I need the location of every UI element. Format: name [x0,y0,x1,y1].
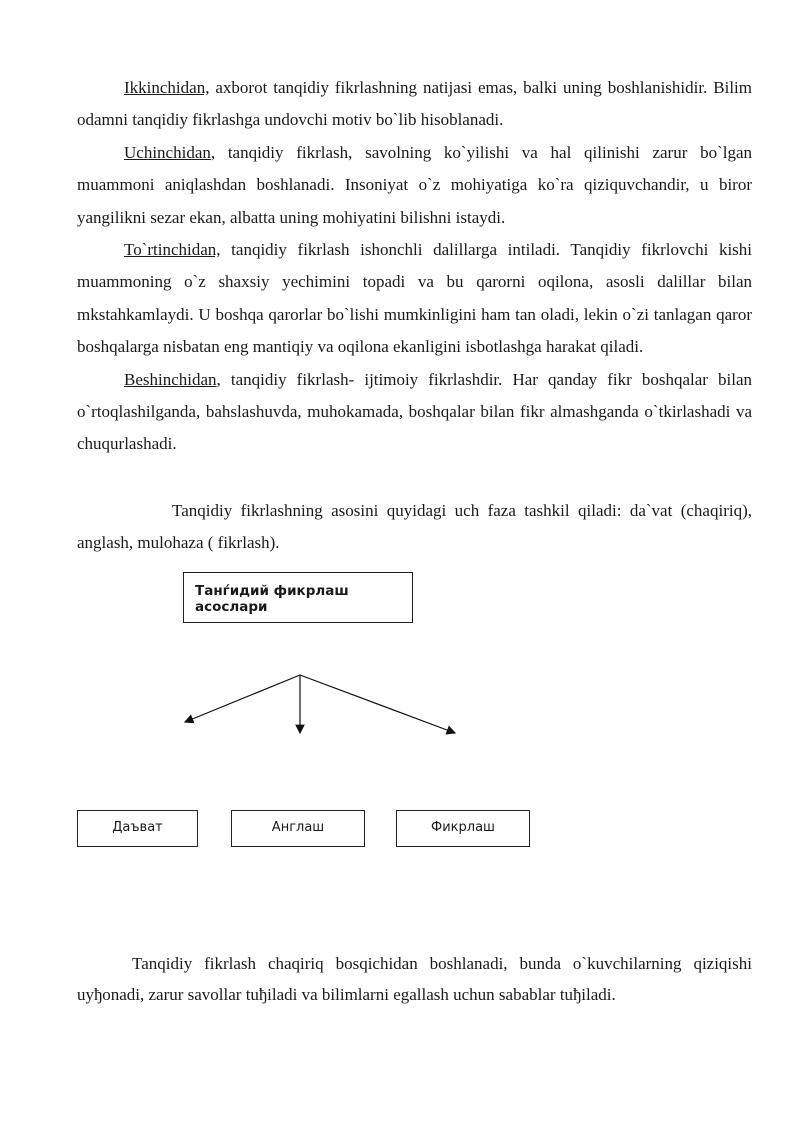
paragraph-lead: Ikkinchidan, [124,78,210,97]
diagram-leaf-reflection: Фикрлаш [396,810,530,847]
paragraph-fourth [77,234,752,364]
paragraph-text: axborot tanqidiy fikrlashning natijasi emas, balki uning boshlanishidir. Bilim odamni tanqidiy fikrlashga undovchi motiv bo`lib hisoblanadi. [77,78,752,130]
paragraph-lead: Beshinchidan [124,369,217,389]
arrow-to-first [185,675,300,722]
intro-paragraph: Tanqidiy fikrlashning asosini quyidagi uch faza tashkil qiladi: da`vat (chaqiriq), anglash, mulohaza ( fikrlash). [77,500,752,553]
closing-paragraph: Tanqidiy fikrlash chaqiriq bosqichidan boshlanadi, bunda o`kuvchilarning qiziqishi uyђonadi, zarur savollar tuђiladi va bilimlarni egallash uchun sabablar tuђiladi. [77,954,752,1004]
paragraph-lead: To`rtinchidan, [124,240,221,260]
paragraph-second [77,72,752,137]
paragraph-text: , tanqidiy fikrlash- ijtimoiy fikrlashdir. Har qanday fikr boshqalar bilan o`rtoqlashilganda, bahslashuvda, muhokamada, boshqalar bilan fikr almashganda o`tkirlashadi va chuqurlashadi. [77,369,752,454]
diagram-leaf-understanding: Англаш [231,810,365,847]
phases-diagram [77,572,752,902]
diagram-leaf-call: Даъват [77,810,198,847]
paragraph-text: tanqidiy fikrlash ishonchli dalillarga intiladi. Tanqidiy fikrlovchi kishi muammoning o`z shaxsiy yechimini topadi va bu qarorni oqilona, asosli dalillar bilan mkstahkamlaydi. U boshqa qarorlar bo`lishi mumkinligini ham tan oladi, lekin o`zi tanlagan qaror boshqalarga nisbatan eng mantiqiy va oqilona ekanligini isbotlashga harakat qiladi. [77,240,752,357]
paragraph-text: , tanqidiy fikrlash, savolning ko`yilishi va hal qilinishi zarur bo`lgan muammoni aniqlashdan boshlanadi. Insoniyat o`z mohiyatiga ko`ra qiziquvchandir, u biror yangilikni sezar ekan, albatta uning mohiyatini bilishni istaydi. [77,142,752,227]
diagram-arrows [77,572,752,902]
paragraph-fifth [77,364,752,461]
spacer [77,461,752,495]
paragraph-third [77,137,752,234]
document-body [77,72,752,902]
paragraph-lead: Uchinchidan [124,142,211,162]
closing-section [77,948,752,1010]
diagram-root-box: Танѓидий фикрлаш асослари [183,572,413,623]
arrow-to-third [300,675,455,733]
